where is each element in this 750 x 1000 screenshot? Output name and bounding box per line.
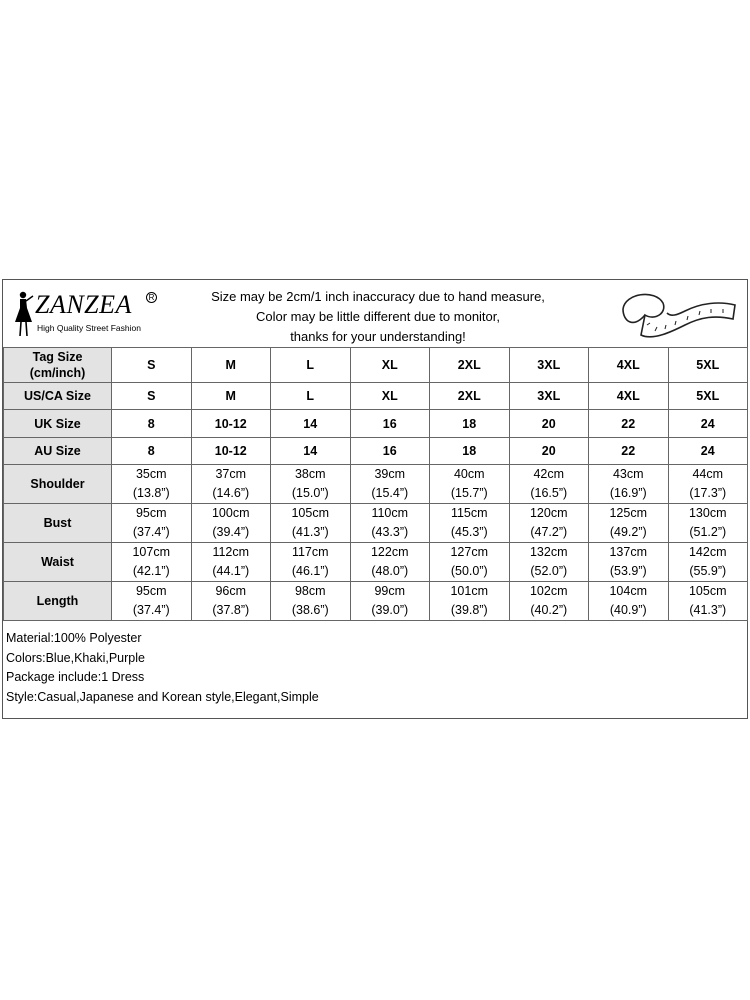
cm-value: 100cm — [211, 506, 250, 520]
measurement-cell — [509, 465, 589, 504]
measurement-cell — [112, 543, 192, 582]
measuring-tape-icon — [615, 285, 740, 343]
cm-value: 98cm — [294, 584, 326, 598]
row-header: AU Size — [4, 438, 112, 465]
size-cell: M — [191, 348, 271, 383]
size-table — [3, 347, 748, 621]
cm-value: 39cm — [374, 467, 406, 481]
cm-value: 43cm — [612, 467, 644, 481]
measurement-cell — [112, 582, 192, 621]
cm-value: 112cm — [212, 545, 250, 559]
size-cell: 24 — [668, 410, 748, 438]
brand-tagline: High Quality Street Fashion — [37, 323, 141, 333]
cm-value: 38cm — [294, 467, 326, 481]
size-cell: 22 — [589, 410, 669, 438]
measurement-cell — [668, 582, 748, 621]
measurement-row — [4, 504, 748, 543]
inch-value: (39.0”) — [371, 603, 409, 617]
measurement-cell — [430, 504, 510, 543]
woman-silhouette-icon — [11, 290, 37, 338]
inch-value: (39.8”) — [450, 603, 488, 617]
row-header: Length — [4, 582, 112, 621]
measurement-cell — [350, 504, 430, 543]
measurement-cell — [589, 504, 669, 543]
inch-value: (37.4”) — [132, 603, 170, 617]
product-specs — [6, 629, 319, 707]
size-cell: 20 — [509, 410, 589, 438]
measurement-cell — [589, 582, 669, 621]
cm-value: 42cm — [533, 467, 565, 481]
measurement-cell — [589, 543, 669, 582]
size-cell: S — [112, 348, 192, 383]
size-cell: M — [191, 383, 271, 410]
inch-value: (16.5”) — [530, 486, 568, 500]
measurement-cell — [668, 543, 748, 582]
measurement-row — [4, 465, 748, 504]
inch-value: (46.1”) — [291, 564, 329, 578]
measurement-cell — [589, 465, 669, 504]
cm-value: 115cm — [450, 506, 488, 520]
size-cell: 14 — [271, 410, 351, 438]
cm-value: 95cm — [135, 506, 167, 520]
spec-package: Package include:1 Dress — [6, 670, 145, 684]
inch-value: (15.7”) — [450, 486, 488, 500]
size-cell: 4XL — [589, 383, 669, 410]
size-cell: 8 — [112, 410, 192, 438]
cm-value: 44cm — [692, 467, 724, 481]
inch-value: (40.9”) — [609, 603, 647, 617]
measurement-notes — [163, 287, 593, 347]
inch-value: (15.0”) — [291, 486, 329, 500]
brand-name: ZANZEA — [35, 290, 132, 319]
cm-value: 127cm — [450, 545, 489, 559]
inch-value: (44.1”) — [212, 564, 250, 578]
spec-colors: Colors:Blue,Khaki,Purple — [6, 650, 145, 665]
cm-value: 117cm — [291, 545, 329, 559]
measurement-cell — [430, 543, 510, 582]
spec-material: Material:100% Polyester — [6, 631, 142, 645]
registered-mark: R — [146, 292, 157, 303]
cm-value: 105cm — [688, 584, 727, 598]
cm-value: 125cm — [609, 506, 648, 520]
measurement-cell — [271, 543, 351, 582]
measurement-cell — [350, 582, 430, 621]
inch-value: (42.1”) — [132, 564, 170, 578]
size-cell: 16 — [350, 410, 430, 438]
measurement-cell — [112, 504, 192, 543]
cm-value: 96cm — [215, 584, 247, 598]
row-header: Tag Size (cm/inch) — [4, 348, 112, 383]
inch-value: (52.0”) — [530, 564, 568, 578]
chart-header — [3, 280, 747, 347]
size-row — [4, 348, 748, 383]
cm-value: 95cm — [135, 584, 167, 598]
inch-value: (40.2”) — [530, 603, 568, 617]
row-header: UK Size — [4, 410, 112, 438]
size-cell: 20 — [509, 438, 589, 465]
cm-value: 142cm — [688, 545, 727, 559]
size-chart — [2, 279, 748, 719]
inch-value: (13.8”) — [132, 486, 170, 500]
note-line: thanks for your understanding! — [290, 329, 466, 344]
row-header: Waist — [4, 543, 112, 582]
size-row — [4, 410, 748, 438]
inch-value: (50.0”) — [450, 564, 488, 578]
size-cell: 18 — [430, 410, 510, 438]
cm-value: 107cm — [132, 545, 171, 559]
inch-value: (53.9”) — [609, 564, 647, 578]
note-line: Color may be little different due to monitor, — [256, 309, 500, 324]
inch-value: (48.0”) — [371, 564, 409, 578]
cm-value: 99cm — [374, 584, 406, 598]
cm-value: 130cm — [688, 506, 727, 520]
cm-value: 110cm — [371, 506, 409, 520]
row-header: Bust — [4, 504, 112, 543]
size-cell: XL — [350, 383, 430, 410]
size-cell: 5XL — [668, 383, 748, 410]
inch-value: (47.2”) — [530, 525, 568, 539]
cm-value: 102cm — [529, 584, 568, 598]
inch-value: (15.4”) — [371, 486, 409, 500]
measurement-cell — [668, 504, 748, 543]
row-header: Shoulder — [4, 465, 112, 504]
size-cell: 10-12 — [191, 438, 271, 465]
inch-value: (39.4”) — [212, 525, 250, 539]
measurement-cell — [271, 582, 351, 621]
inch-value: (14.6”) — [212, 486, 250, 500]
brand-logo — [9, 290, 159, 340]
inch-value: (37.8”) — [212, 603, 250, 617]
size-cell: 5XL — [668, 348, 748, 383]
measurement-cell — [509, 582, 589, 621]
inch-value: (43.3”) — [371, 525, 409, 539]
measurement-cell — [509, 543, 589, 582]
size-cell: 18 — [430, 438, 510, 465]
measurement-cell — [509, 504, 589, 543]
measurement-cell — [430, 465, 510, 504]
measurement-cell — [112, 465, 192, 504]
size-cell: 2XL — [430, 348, 510, 383]
measurement-row — [4, 582, 748, 621]
size-cell: 8 — [112, 438, 192, 465]
measurement-cell — [191, 504, 271, 543]
cm-value: 104cm — [609, 584, 648, 598]
inch-value: (51.2”) — [689, 525, 727, 539]
size-cell: L — [271, 348, 351, 383]
size-cell: 16 — [350, 438, 430, 465]
inch-value: (38.6”) — [291, 603, 329, 617]
cm-value: 120cm — [529, 506, 568, 520]
size-cell: 14 — [271, 438, 351, 465]
measurement-cell — [350, 465, 430, 504]
inch-value: (41.3”) — [689, 603, 727, 617]
inch-value: (17.3”) — [689, 486, 727, 500]
size-cell: 3XL — [509, 383, 589, 410]
inch-value: (45.3”) — [450, 525, 488, 539]
cm-value: 35cm — [135, 467, 167, 481]
size-cell: 24 — [668, 438, 748, 465]
size-cell: 4XL — [589, 348, 669, 383]
size-cell: 2XL — [430, 383, 510, 410]
measurement-cell — [271, 504, 351, 543]
size-cell: S — [112, 383, 192, 410]
inch-value: (16.9”) — [609, 486, 647, 500]
measurement-row — [4, 543, 748, 582]
measurement-cell — [191, 543, 271, 582]
measurement-cell — [191, 465, 271, 504]
measurement-cell — [668, 465, 748, 504]
cm-value: 137cm — [609, 545, 648, 559]
inch-value: (55.9”) — [689, 564, 727, 578]
size-cell: XL — [350, 348, 430, 383]
size-cell: 10-12 — [191, 410, 271, 438]
measurement-cell — [430, 582, 510, 621]
cm-value: 40cm — [453, 467, 485, 481]
inch-value: (41.3”) — [291, 525, 329, 539]
size-row — [4, 438, 748, 465]
size-cell: 22 — [589, 438, 669, 465]
spec-style: Style:Casual,Japanese and Korean style,Elegant,Simple — [6, 689, 319, 704]
measurement-cell — [350, 543, 430, 582]
cm-value: 132cm — [529, 545, 568, 559]
inch-value: (37.4”) — [132, 525, 170, 539]
cm-value: 101cm — [450, 584, 489, 598]
cm-value: 37cm — [215, 467, 247, 481]
measurement-cell — [191, 582, 271, 621]
size-cell: L — [271, 383, 351, 410]
size-row — [4, 383, 748, 410]
size-cell: 3XL — [509, 348, 589, 383]
note-line: Size may be 2cm/1 inch inaccuracy due to hand measure, — [211, 289, 545, 304]
inch-value: (49.2”) — [609, 525, 647, 539]
measurement-cell — [271, 465, 351, 504]
cm-value: 105cm — [291, 506, 330, 520]
cm-value: 122cm — [370, 545, 409, 559]
row-header: US/CA Size — [4, 383, 112, 410]
